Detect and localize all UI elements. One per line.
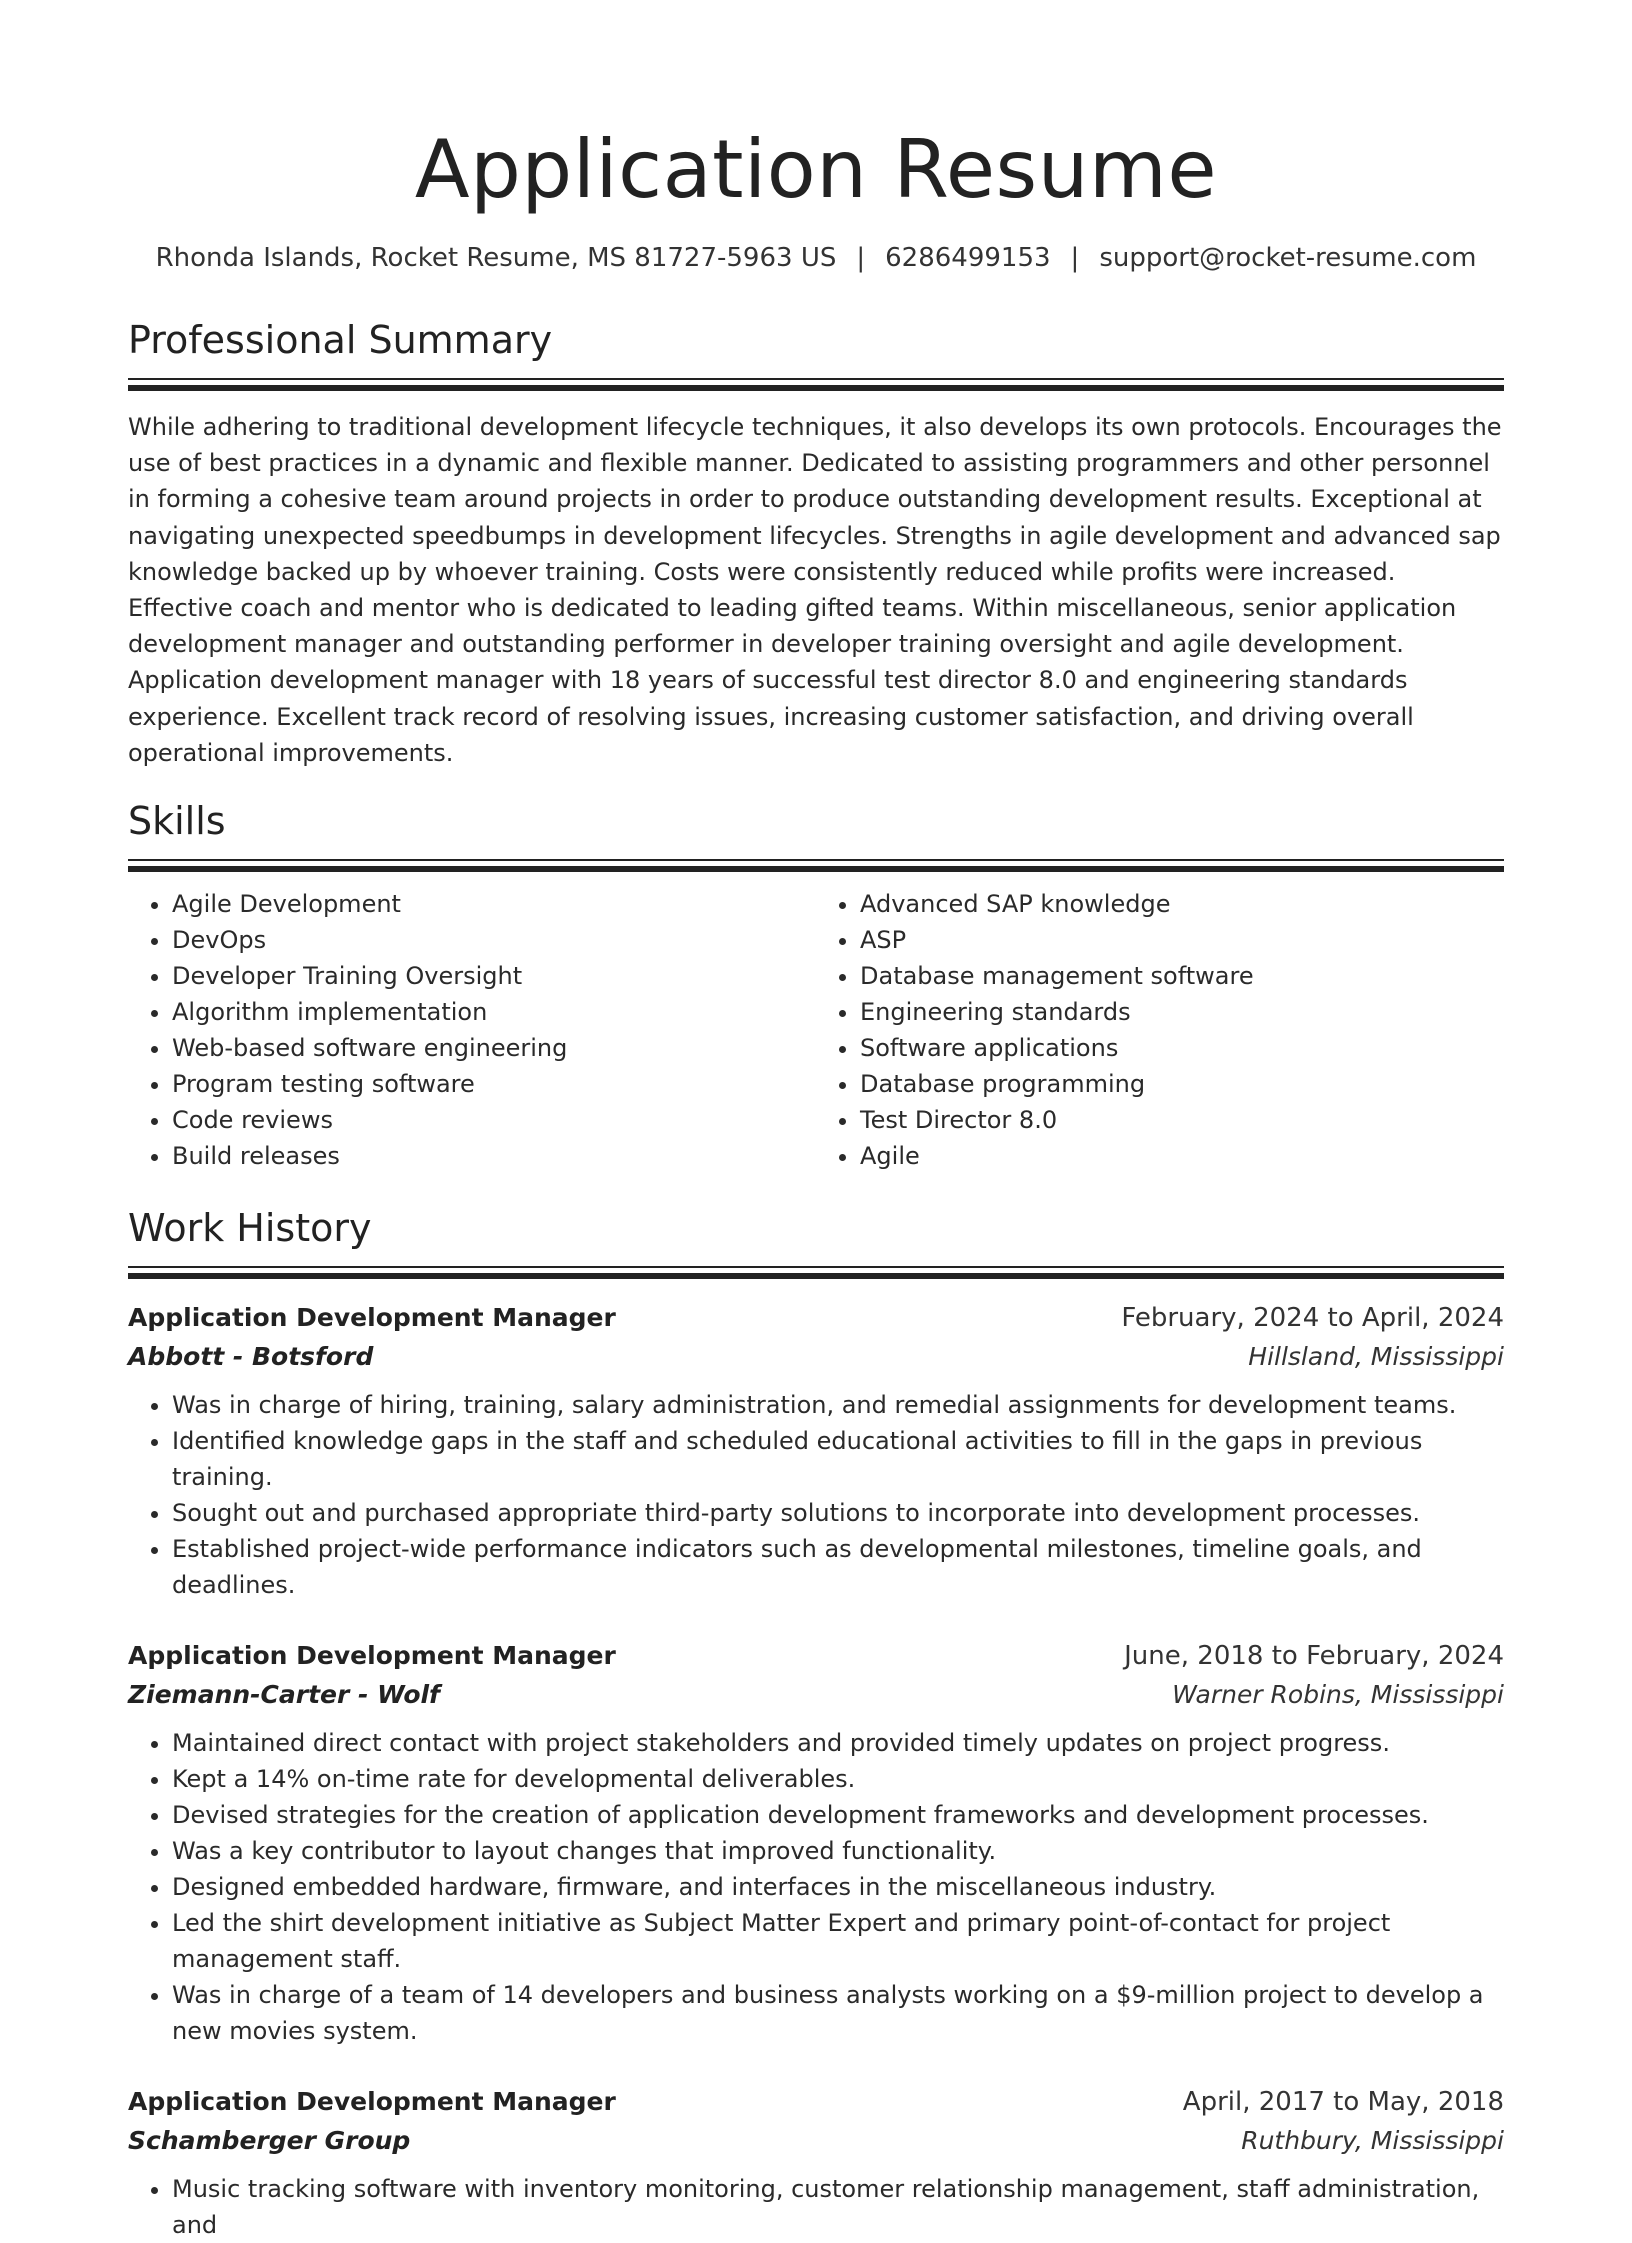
section-divider-thin	[128, 859, 1504, 861]
job-company: Schamberger Group	[128, 2126, 411, 2156]
job-duty: • Led the shirt development initiative as Subject Matter Expert and primary point-of-contact for project management staff.	[172, 1905, 1504, 1977]
job-company-row	[128, 1337, 1504, 1377]
section-divider-thick	[128, 866, 1504, 872]
job-duties-list	[128, 2171, 1504, 2243]
skill-item: • Database management software	[860, 958, 1504, 994]
contact-line	[128, 240, 1504, 276]
job-duty: • Was in charge of hiring, training, salary administration, and remedial assignments for development teams.	[172, 1387, 1504, 1423]
job-header-row	[128, 1299, 1504, 1337]
skill-item: • Software applications	[860, 1030, 1504, 1066]
contact-separator: |	[856, 243, 866, 273]
job-entry	[128, 2083, 1504, 2243]
job-duty: • Music tracking software with inventory monitoring, customer relationship management, staff administration, and	[172, 2171, 1504, 2243]
job-duty: • Maintained direct contact with project stakeholders and provided timely updates on project progress.	[172, 1725, 1504, 1761]
job-dates: February, 2024 to April, 2024	[1121, 1303, 1504, 1334]
job-header-row	[128, 2083, 1504, 2121]
job-duty: • Was in charge of a team of 14 developers and business analysts working on a $9-million project to develop a new movies system.	[172, 1977, 1504, 2049]
job-entry	[128, 1299, 1504, 1603]
job-entry	[128, 1637, 1504, 2049]
job-company-row	[128, 1675, 1504, 1715]
contact-address: Rhonda Islands, Rocket Resume, MS 81727-5963 US	[155, 243, 837, 273]
skill-item: • Database programming	[860, 1066, 1504, 1102]
job-header-row	[128, 1637, 1504, 1675]
job-duty: • Designed embedded hardware, firmware, and interfaces in the miscellaneous industry.	[172, 1869, 1504, 1905]
skill-item: • Agile Development	[172, 886, 816, 922]
job-duty: • Kept a 14% on-time rate for developmental deliverables.	[172, 1761, 1504, 1797]
job-duty: • Sought out and purchased appropriate third-party solutions to incorporate into development processes.	[172, 1495, 1504, 1531]
skills-section	[128, 797, 1504, 1174]
section-divider-thin	[128, 1266, 1504, 1268]
skill-item: • Algorithm implementation	[172, 994, 816, 1030]
job-duty: • Established project-wide performance indicators such as developmental milestones, timeline goals, and deadlines.	[172, 1531, 1504, 1603]
job-dates: April, 2017 to May, 2018	[1182, 2087, 1504, 2118]
skills-columns	[128, 886, 1504, 1174]
skill-item: • Test Director 8.0	[860, 1102, 1504, 1138]
contact-separator: |	[1070, 243, 1080, 273]
job-location: Hillsland, Mississippi	[1248, 1342, 1504, 1372]
section-heading-summary: Professional Summary	[128, 318, 553, 362]
skills-list-right	[816, 886, 1504, 1174]
section-divider-thin	[128, 378, 1504, 380]
job-company-row	[128, 2121, 1504, 2161]
resume-page	[128, 0, 1504, 2243]
skill-item: • Code reviews	[172, 1102, 816, 1138]
contact-phone: 6286499153	[885, 243, 1051, 273]
section-heading-skills: Skills	[128, 799, 226, 844]
job-location: Warner Robins, Mississippi	[1172, 1680, 1504, 1710]
job-title: Application Development Manager	[128, 1303, 616, 1333]
professional-summary-section	[128, 316, 1504, 771]
skill-item: • Agile	[860, 1138, 1504, 1174]
section-heading-work-history: Work History	[128, 1206, 372, 1251]
skill-item: • Developer Training Oversight	[172, 958, 816, 994]
job-duties-list	[128, 1387, 1504, 1603]
skill-item: • Web-based software engineering	[172, 1030, 816, 1066]
summary-paragraph: While adhering to traditional development lifecycle techniques, it also develops its own protocols. Encourages the use of best practices in a dynamic and flexible manner. Dedicated to assisting programmers and other personnel in forming a cohesive team around projects in order to produce outstanding development results. Exceptional at navigating unexpected speedbumps in development lifecycles. Strengths in agile development and advanced sap knowledge backed up by whoever training. Costs were consistently reduced while profits were increased. Effective coach and mentor who is dedicated to leading gifted teams. Within miscellaneous, senior application development manager and outstanding performer in developer training oversight and agile development. Application development manager with 18 years of successful test director 8.0 and engineering standards experience. Excellent track record of resolving issues, increasing customer satisfaction, and driving overall operational improvements.	[128, 413, 1502, 767]
section-divider-thick	[128, 385, 1504, 391]
job-duty: • Was a key contributor to layout changes that improved functionality.	[172, 1833, 1504, 1869]
skill-item: • Build releases	[172, 1138, 816, 1174]
skill-item: • ASP	[860, 922, 1504, 958]
job-dates: June, 2018 to February, 2024	[1124, 1641, 1504, 1672]
skill-item: • Advanced SAP knowledge	[860, 886, 1504, 922]
contact-email: support@rocket-resume.com	[1099, 243, 1477, 273]
work-history-section	[128, 1204, 1504, 2243]
skills-list-left	[128, 886, 816, 1174]
job-title: Application Development Manager	[128, 2087, 616, 2117]
job-company: Abbott - Botsford	[128, 1342, 374, 1372]
skill-item: • Engineering standards	[860, 994, 1504, 1030]
skill-item: • DevOps	[172, 922, 816, 958]
resume-title: Application Resume	[414, 123, 1218, 216]
job-company: Ziemann-Carter - Wolf	[128, 1680, 440, 1710]
job-duty: • Identified knowledge gaps in the staff and scheduled educational activities to fill in the gaps in previous training.	[172, 1423, 1504, 1495]
section-divider-thick	[128, 1273, 1504, 1279]
job-title: Application Development Manager	[128, 1641, 616, 1671]
job-location: Ruthbury, Mississippi	[1241, 2126, 1504, 2156]
job-duties-list	[128, 1725, 1504, 2049]
job-duty: • Devised strategies for the creation of application development frameworks and development processes.	[172, 1797, 1504, 1833]
skill-item: • Program testing software	[172, 1066, 816, 1102]
